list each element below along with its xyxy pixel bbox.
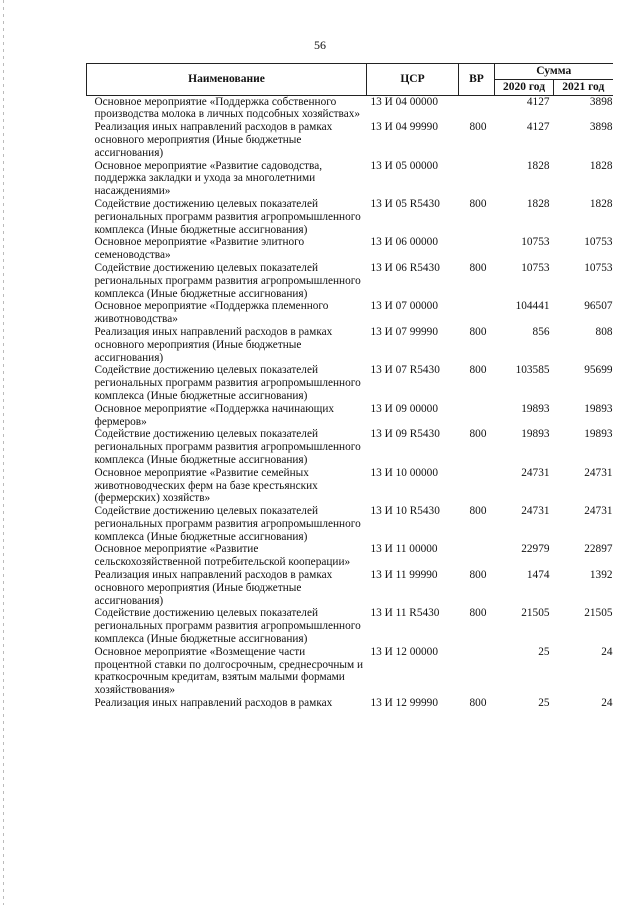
table-row [87,198,613,236]
table-row [87,95,613,121]
row-name: Основное мероприятие «Поддержка племенного животноводства» [94,300,329,326]
table-row [87,236,613,262]
row-sum-2020: 19893 [521,428,550,441]
header-vr: ВР [459,64,495,96]
row-name: Основное мероприятие «Возмещение части процентной ставки по долгосрочным, среднесрочным и краткосрочным кредитам, взятым малыми формами хозяйствования» [94,645,364,697]
table-row [87,467,613,505]
row-sum-2021: 1392 [589,569,613,582]
row-csr: 13 И 06 R5430 [370,261,440,274]
table-row [87,646,613,697]
row-name: Содействие достижению целевых показателей региональных программ развития агропромышленного комплекса (Иные бюджетные ассигнования) [94,197,361,236]
row-name: Содействие достижению целевых показателей региональных программ развития агропромышленного комплекса (Иные бюджетные ассигнования) [94,428,361,466]
row-sum-2021: 3898 [589,95,613,108]
row-sum-2021: 1828 [589,159,613,172]
row-sum-2020: 104441 [515,300,550,313]
row-vr: 800 [469,505,487,518]
row-sum-2021: 96507 [584,300,613,313]
row-vr [459,467,495,505]
row-name: Содействие достижению целевых показателей региональных программ развития агропромышленного комплекса (Иные бюджетные ассигнования) [94,364,361,402]
row-name: Основное мероприятие «Развитие сельскохозяйственной потребительской кооперации» [94,543,351,569]
row-name: Содействие достижению целевых показателей региональных программ развития агропромышленного комплекса (Иные бюджетные ассигнования) [94,607,361,646]
row-vr: 800 [469,569,487,582]
row-sum-2020: 10753 [521,261,550,274]
row-vr [459,646,495,697]
scan-edge [3,0,4,905]
row-csr: 13 И 11 R5430 [370,607,440,620]
header-year-2020: 2020 год [495,79,554,95]
row-sum-2020: 24731 [521,466,550,479]
row-sum-2021: 19893 [584,402,613,415]
table-row [87,262,613,300]
table-row [87,160,613,198]
row-name: Реализация иных направлений расходов в рамках основного мероприятия (Иные бюджетные ассигнования) [94,325,333,364]
row-sum-2020: 103585 [515,364,550,377]
row-sum-2021: 24731 [584,505,613,518]
row-sum-2020: 1474 [526,569,550,582]
row-sum-2020: 856 [532,325,550,338]
row-name: Реализация иных направлений расходов в рамках основного мероприятия (Иные бюджетные ассигнования) [94,569,333,607]
row-vr [459,543,495,569]
table-row [87,505,613,543]
row-sum-2020: 25 [538,645,550,658]
row-name: Основное мероприятие «Поддержка начинающих фермеров» [94,402,335,428]
row-vr: 800 [469,697,487,710]
row-sum-2021: 10753 [584,261,613,274]
row-sum-2021: 21505 [584,607,613,620]
row-sum-2021: 3898 [589,121,613,134]
row-sum-2021: 19893 [584,428,613,441]
row-sum-2020: 10753 [521,236,550,249]
row-vr: 800 [469,607,487,620]
row-vr [459,236,495,262]
row-csr: 13 И 07 00000 [370,300,438,313]
row-vr: 800 [469,364,487,377]
table-body [87,95,613,710]
row-name: Основное мероприятие «Поддержка собственного производства молока в личных подсобных хозяйствах» [94,95,361,121]
row-csr: 13 И 05 R5430 [370,197,440,210]
table-row [87,543,613,569]
page-number: 56 [314,38,326,52]
row-csr: 13 И 12 99990 [370,697,438,710]
row-sum-2020: 4127 [526,121,550,134]
header-year-2021: 2021 год [554,79,613,95]
row-csr: 13 И 10 R5430 [370,505,440,518]
row-csr: 13 И 09 R5430 [370,428,440,441]
table-row [87,364,613,402]
row-csr: 13 И 11 00000 [370,543,438,556]
header-sum: Сумма [495,64,613,80]
table-row [87,121,613,159]
row-vr: 800 [469,121,487,134]
row-csr: 13 И 04 00000 [370,95,438,108]
table-row [87,403,613,429]
row-sum-2021: 24 [601,645,613,658]
row-vr [459,403,495,429]
row-sum-2020: 24731 [521,505,550,518]
row-csr: 13 И 06 00000 [370,236,438,249]
table-row [87,569,613,607]
row-vr: 800 [469,261,487,274]
row-name: Основное мероприятие «Развитие элитного семеноводства» [94,236,305,262]
row-sum-2021: 22897 [584,543,613,556]
row-csr: 13 И 05 00000 [370,159,438,172]
row-sum-2020: 21505 [521,607,550,620]
row-sum-2020: 22979 [521,543,550,556]
row-csr: 13 И 07 99990 [370,325,438,338]
row-sum-2021: 24731 [584,466,613,479]
table-row [87,300,613,326]
row-sum-2021: 1828 [589,197,613,210]
row-csr: 13 И 12 00000 [370,645,438,658]
budget-table-container [86,63,612,710]
budget-table [86,63,613,710]
row-vr: 800 [469,325,487,338]
row-sum-2020: 4127 [526,95,550,108]
row-name: Содействие достижению целевых показателей региональных программ развития агропромышленного комплекса (Иные бюджетные ассигнования) [94,261,361,300]
row-vr [459,160,495,198]
row-sum-2021: 808 [595,325,613,338]
row-vr [459,95,495,121]
table-row [87,697,613,710]
row-name: Основное мероприятие «Развитие семейных животноводческих ферм на базе крестьянских (фермерских) хозяйств» [94,466,318,505]
table-row [87,326,613,364]
row-name: Основное мероприятие «Развитие садоводства, поддержка закладки и ухода за многолетними насаждениями» [94,159,323,198]
row-name: Реализация иных направлений расходов в рамках основного мероприятия (Иные бюджетные ассигнования) [94,121,333,159]
row-csr: 13 И 11 99990 [370,569,438,582]
row-sum-2020: 19893 [521,402,550,415]
row-sum-2020: 25 [538,697,550,710]
row-vr [459,300,495,326]
row-csr: 13 И 04 99990 [370,121,438,134]
row-vr: 800 [469,197,487,210]
row-name: Содействие достижению целевых показателей региональных программ развития агропромышленного комплекса (Иные бюджетные ассигнования) [94,505,361,543]
row-csr: 13 И 09 00000 [370,402,438,415]
row-sum-2020: 1828 [526,197,550,210]
row-name: Реализация иных направлений расходов в рамках [94,697,333,710]
row-csr: 13 И 07 R5430 [370,364,440,377]
table-row [87,428,613,466]
row-sum-2021: 95699 [584,364,613,377]
header-name: Наименование [87,64,367,96]
table-header [87,64,613,96]
row-csr: 13 И 10 00000 [370,466,438,479]
row-vr: 800 [469,428,487,441]
row-sum-2021: 24 [601,697,613,710]
header-csr: ЦСР [367,64,459,96]
row-sum-2021: 10753 [584,236,613,249]
table-row [87,607,613,645]
row-sum-2020: 1828 [526,159,550,172]
